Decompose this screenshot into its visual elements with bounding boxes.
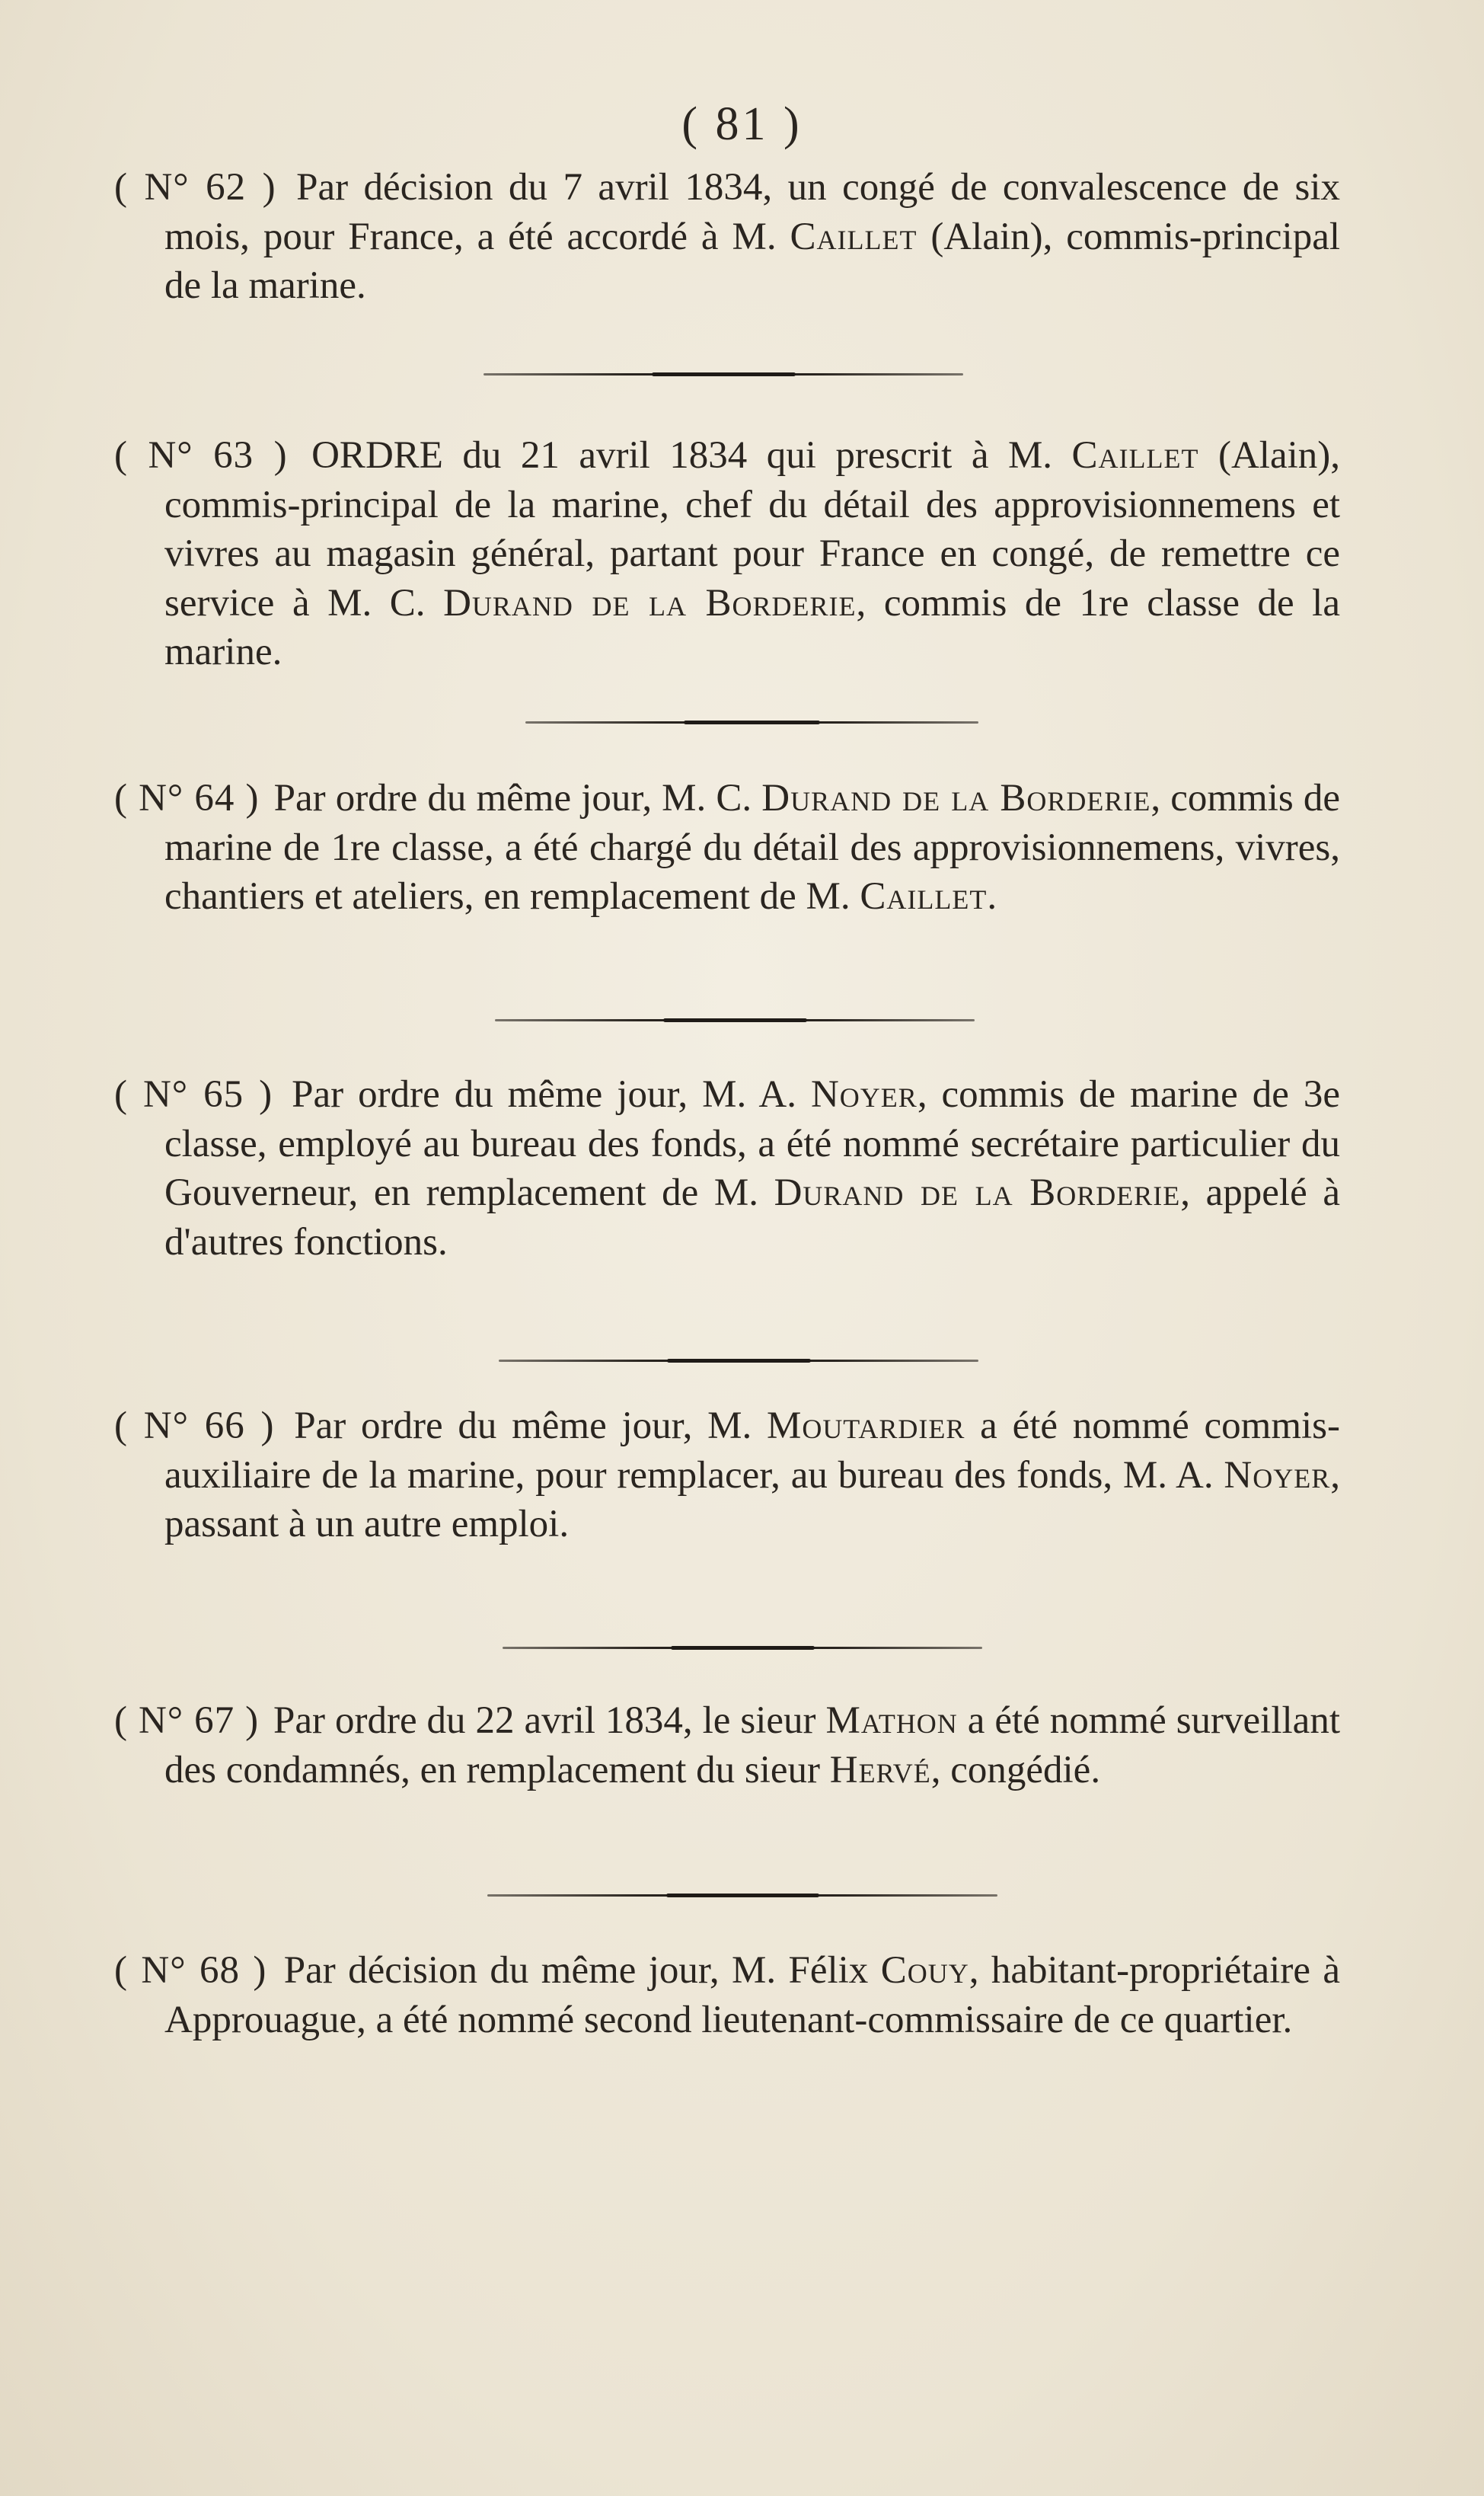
entry-62-text-2: (Alain), commis-principal de la marine. [164, 215, 1340, 307]
entry-63-text-3: , commis de 1re classe de la marine. [164, 581, 1340, 673]
entry-64-text-1: Par ordre du même jour, M. C. [263, 777, 762, 820]
entry-64-number: ( N° 64 ) [114, 777, 260, 820]
entry-62-number: ( N° 62 ) [114, 166, 276, 209]
entry-62-name-1: Caillet [790, 215, 918, 258]
entry-63-name-2: Durand de la Borderie [443, 581, 857, 625]
entry-68-text-1: Par décision du même jour, M. Félix [271, 1949, 881, 1992]
entry-67-number: ( N° 67 ) [114, 1699, 260, 1742]
entry-66-text-3: , passant à un autre emploi. [164, 1453, 1340, 1545]
entry-65-name-1: Noyer [810, 1073, 918, 1116]
entry-65-text-3: , appelé à d'autres fonctions. [164, 1171, 1340, 1264]
entry-64 [114, 774, 1340, 922]
entry-65-text [114, 1070, 1340, 1267]
entry-63-text [114, 431, 1340, 677]
separator-rule [495, 1019, 975, 1021]
entry-67-name-1: Mathon [825, 1699, 958, 1742]
entry-65-number: ( N° 65 ) [114, 1073, 273, 1116]
entry-68-name-1: Couy [880, 1949, 969, 1992]
entry-64-text-2: , commis de marine de 1re classe, a été chargé du détail des approvisionnemens, vivres, chantiers et ateliers, en remplacement de M. [164, 777, 1340, 918]
entry-67-name-2: Hervé [829, 1748, 931, 1791]
entry-64-name-1: Durand de la Borderie [761, 777, 1151, 820]
separator-rule [503, 1647, 982, 1649]
entry-66-name-2: Noyer [1224, 1453, 1331, 1497]
entry-62-text-1: Par décision du 7 avril 1834, un congé de convalescence de six mois, pour France, a été accordé à M. [164, 166, 1340, 258]
entry-68-text-2: , habitant-propriétaire à Approuague, a été nommé second lieutenant-commissaire de ce quartier. [164, 1949, 1340, 2041]
entry-64-name-2: Caillet [860, 875, 988, 918]
entry-66-text-1: Par ordre du même jour, M. [279, 1405, 767, 1447]
page-number: ( 81 ) [681, 98, 803, 150]
separator-rule [487, 1894, 997, 1897]
entry-63-text-1: ORDRE du 21 avril 1834 qui prescrit à M. [292, 434, 1072, 477]
entry-66-text-2: a été nommé commis-auxiliaire de la marine, pour remplacer, au bureau des fonds, M. A. [164, 1405, 1340, 1497]
entry-63-name-1: Caillet [1071, 434, 1199, 477]
entry-66-number: ( N° 66 ) [114, 1405, 275, 1447]
entry-65 [114, 1070, 1340, 1267]
separator-rule [499, 1360, 978, 1362]
entry-67-text-2: a été nommé surveillant des condamnés, en remplacement du sieur [164, 1699, 1340, 1791]
entry-64-text-3: . [987, 875, 997, 918]
entry-67 [114, 1696, 1340, 1794]
entry-66-name-1: Moutardier [766, 1405, 965, 1447]
entry-63-text-2: (Alain), commis-principal de la marine, chef du détail des approvisionnemens et vivres au magasin général, partant pour France en congé, de remettre ce service à M. C. [164, 434, 1340, 625]
entry-63 [114, 431, 1340, 677]
entry-66-text [114, 1401, 1340, 1549]
entry-68-number: ( N° 68 ) [114, 1949, 267, 1992]
entry-64-text [114, 774, 1340, 922]
separator-rule [525, 721, 978, 724]
entry-66 [114, 1401, 1340, 1549]
entry-67-text-1: Par ordre du 22 avril 1834, le sieur [263, 1699, 826, 1742]
entry-65-text-2: , commis de marine de 3e classe, employé au bureau des fonds, a été nommé secrétaire particulier du Gouverneur, en remplacement de M. [164, 1073, 1340, 1214]
entry-62 [114, 163, 1340, 311]
entry-63-number: ( N° 63 ) [114, 434, 288, 477]
entry-62-text [114, 163, 1340, 311]
entry-67-text-3: , congédié. [930, 1748, 1101, 1791]
entry-68 [114, 1946, 1340, 2044]
entry-68-text [114, 1946, 1340, 2044]
entry-67-text [114, 1696, 1340, 1794]
separator-rule [483, 373, 963, 376]
entry-65-text-1: Par ordre du même jour, M. A. [277, 1073, 811, 1116]
entry-65-name-2: Durand de la Borderie [774, 1171, 1181, 1214]
